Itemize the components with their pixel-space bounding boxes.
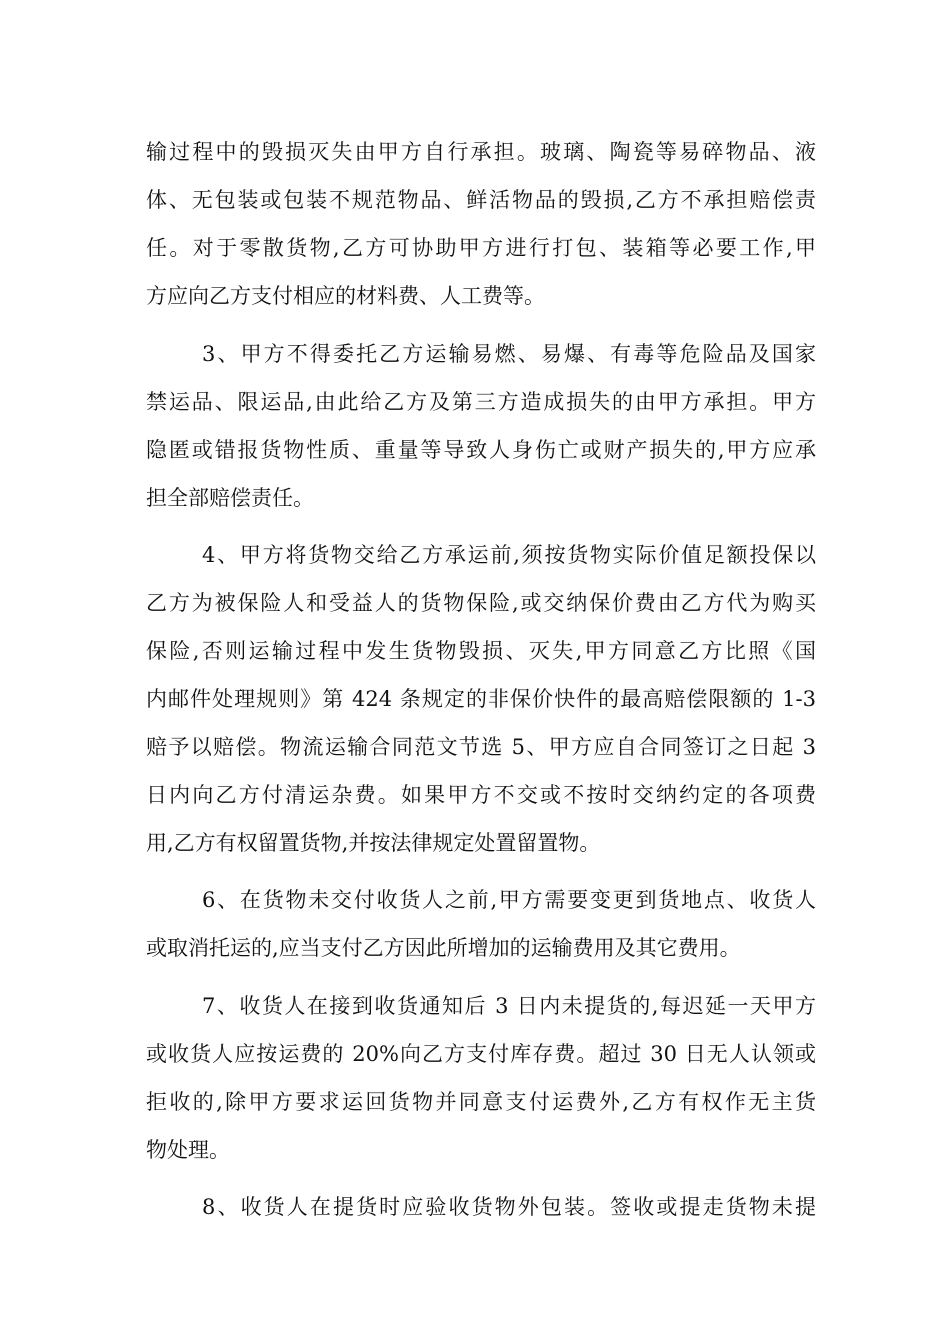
text-line: 乙方为被保险人和受益人的货物保险,或交纳保价费由乙方代为购买 — [146, 591, 816, 615]
text-line: 保险,否则运输过程中发生货物毁损、灭失,甲方同意乙方比照《国 — [146, 639, 816, 663]
text-line: 或收货人应按运费的 20%向乙方支付库存费。超过 30 日无人认领或 — [146, 1042, 816, 1066]
text-line: 隐匿或错报货物性质、重量等导致人身伤亡或财产损失的,甲方应承 — [146, 438, 816, 462]
text-line: 或取消托运的,应当支付乙方因此所增加的运输费用及其它费用。 — [146, 936, 741, 960]
text-line: 用,乙方有权留置货物,并按法律规定处置留置物。 — [146, 831, 601, 855]
text-line: 赔予以赔偿。物流运输合同范文节选 5、甲方应自合同签订之日起 3 — [146, 735, 816, 759]
text-line: 日内向乙方付清运杂费。如果甲方不交或不按时交纳约定的各项费 — [146, 783, 816, 807]
text-line: 方应向乙方支付相应的材料费、人工费等。 — [146, 284, 545, 308]
text-line: 7、收货人在接到收货通知后 3 日内未提货的,每迟延一天甲方 — [202, 994, 816, 1018]
text-line: 内邮件处理规则》第 424 条规定的非保价快件的最高赔偿限额的 1-3 — [146, 687, 816, 711]
text-line: 输过程中的毁损灭失由甲方自行承担。玻璃、陶瓷等易碎物品、液 — [146, 140, 816, 164]
text-line: 任。对于零散货物,乙方可协助甲方进行打包、装箱等必要工作,甲 — [146, 236, 816, 260]
text-line: 3、甲方不得委托乙方运输易燃、易爆、有毒等危险品及国家 — [202, 342, 816, 366]
text-line: 8、收货人在提货时应验收货物外包装。签收或提走货物未提 — [202, 1195, 816, 1219]
text-line: 物处理。 — [146, 1138, 230, 1162]
text-line: 6、在货物未交付收货人之前,甲方需要变更到货地点、收货人 — [202, 888, 816, 912]
text-line: 禁运品、限运品,由此给乙方及第三方造成损失的由甲方承担。甲方 — [146, 390, 816, 414]
text-line: 担全部赔偿责任。 — [146, 486, 314, 510]
text-line: 体、无包装或包装不规范物品、鲜活物品的毁损,乙方不承担赔偿责 — [146, 188, 816, 212]
text-line: 4、甲方将货物交给乙方承运前,须按货物实际价值足额投保以 — [202, 543, 816, 567]
text-line: 拒收的,除甲方要求运回货物并同意支付运费外,乙方有权作无主货 — [146, 1090, 816, 1114]
